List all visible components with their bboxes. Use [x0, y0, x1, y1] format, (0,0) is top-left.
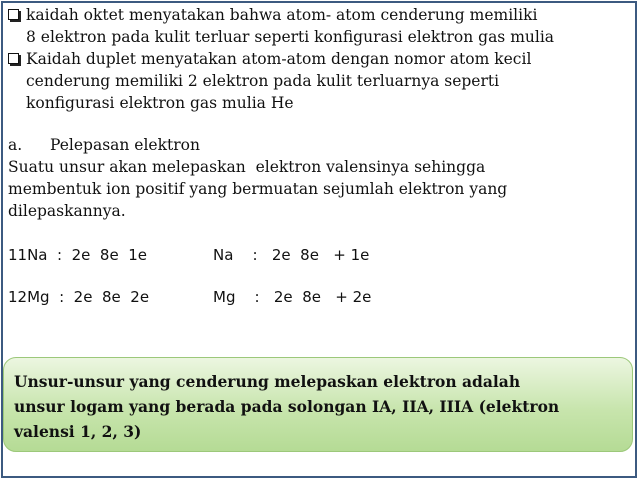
callout-line: unsur logam yang berada pada solongan IA, IIA, IIIA (elektron — [14, 397, 560, 416]
reaction-magnesium — [8, 286, 632, 308]
electron-configuration: 11Na : 2e 8e 1e — [8, 246, 148, 264]
paragraph-line: dilepaskannya. — [8, 202, 126, 220]
ionization-equation: Mg : 2e 8e + 2e — [213, 288, 372, 306]
reaction-sodium — [8, 244, 632, 266]
paragraph-line: membentuk ion positif yang bermuatan sejumlah elektron yang — [8, 180, 508, 198]
bullet-line: 8 elektron pada kulit terluar seperti konfigurasi elektron gas mulia — [26, 28, 555, 46]
bullet-line: kaidah oktet menyatakan bahwa atom- atom cenderung memiliki — [26, 6, 538, 24]
checkbox-bullet-icon — [8, 9, 19, 20]
bullet-line: cenderung memiliki 2 elektron pada kulit terluarnya seperti — [26, 72, 500, 90]
callout-line: Unsur-unsur yang cenderung melepaskan elektron adalah — [14, 372, 521, 391]
bullet-octet-rule — [8, 4, 632, 48]
slide-content — [8, 4, 632, 308]
summary-callout-box — [3, 357, 633, 452]
electron-configuration: 12Mg : 2e 8e 2e — [8, 288, 150, 306]
section-label: a. — [8, 136, 23, 154]
section-heading — [8, 134, 632, 156]
bullet-line: Kaidah duplet menyatakan atom-atom dengan nomor atom kecil — [26, 50, 532, 68]
ionization-equation: Na : 2e 8e + 1e — [213, 246, 370, 264]
explanation-paragraph — [8, 156, 632, 222]
callout-line: valensi 1, 2, 3) — [14, 422, 142, 441]
paragraph-line: Suatu unsur akan melepaskan elektron valensinya sehingga — [8, 158, 486, 176]
checkbox-bullet-icon — [8, 53, 19, 64]
bullet-line: konfigurasi elektron gas mulia He — [26, 94, 294, 112]
bullet-duplet-rule — [8, 48, 632, 114]
section-title: Pelepasan elektron — [50, 136, 200, 154]
